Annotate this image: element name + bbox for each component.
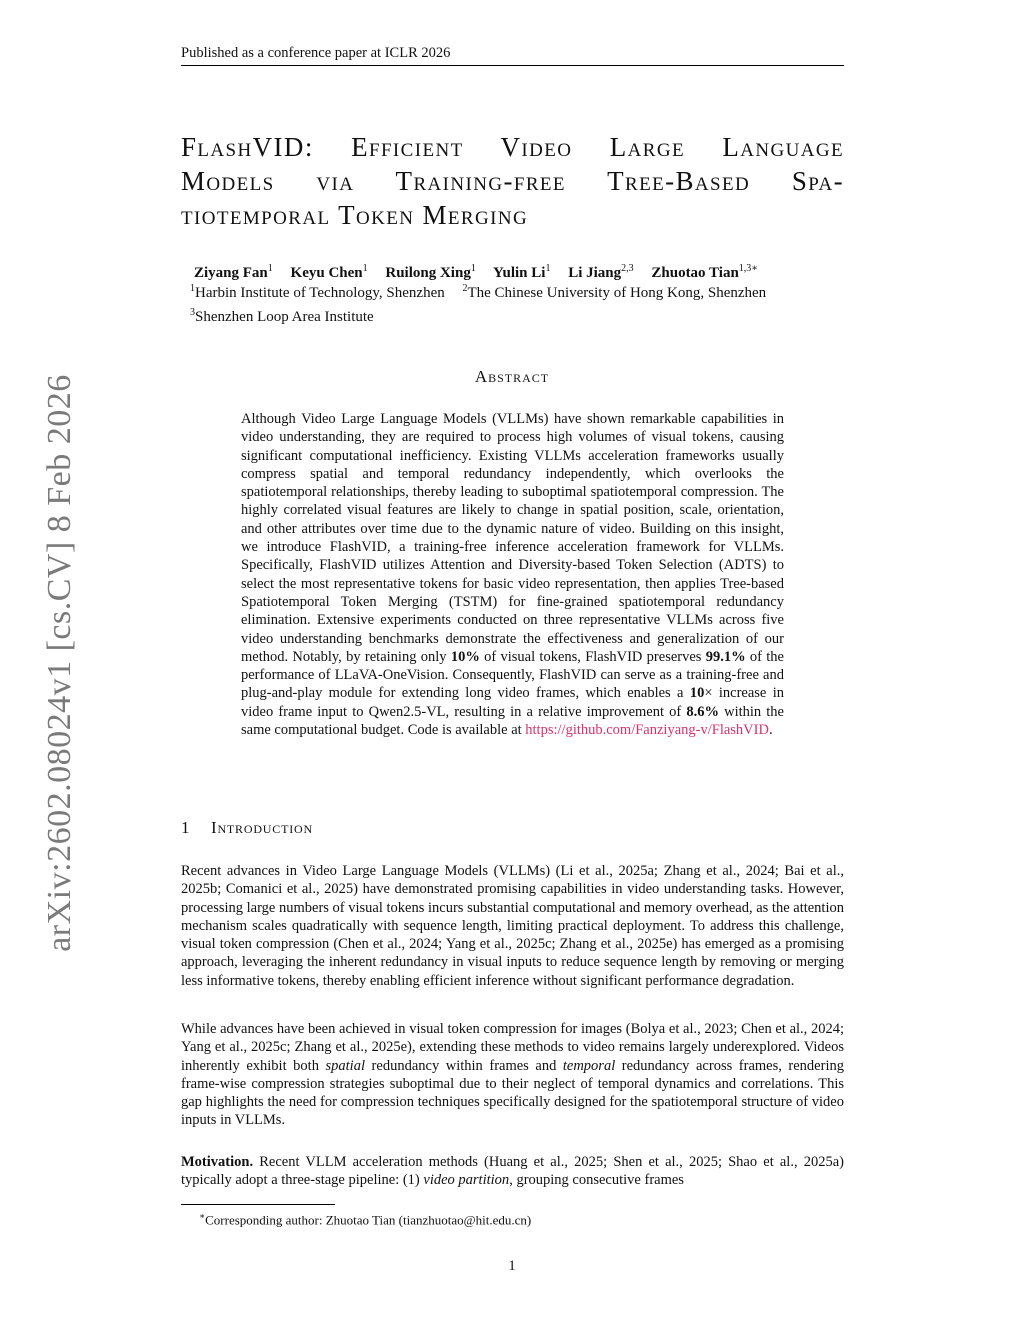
affiliation: $^1$Harbin Institute of Technology, Shenzhen xyxy=(190,283,445,301)
author: Yulin Li$^1$ xyxy=(493,263,551,281)
author: Ruilong Xing$^1$ xyxy=(385,263,476,281)
abstract-body: Although Video Large Language Models (VLLMs) have shown remarkable capabilities in video understanding, they are required to process high volumes of visual tokens, causing significant computational inefficiency. Existing VLLMs acceleration frameworks usually compress spatial and temporal redundancy independently, which overlooks the spatiotemporal relationships, thereby leading to suboptimal spatiotemporal compression. The highly correlated visual features are likely to change in spatial position, scale, orientation, and other attributes over time due to the dynamic nature of video. Building on this insight, we introduce FlashVID, a training-free inference acceleration framework for VLLMs. Specifically, FlashVID utilizes Attention and Diversity-based Token Selection (ADTS) to select the most representative tokens for basic video representation, then applies Tree-based Spatiotemporal Token Merging (TSTM) for fine-grained spatiotemporal redundancy elimination. Extensive experiments conducted on three representative VLLMs across five video understanding benchmarks demonstrate the effectiveness and generalization of our method. Notably, by retaining only 10% of visual tokens, FlashVID preserves 99.1% of the performance of LLaVA-OneVision. Consequently, FlashVID can serve as a training-free and plug-and-play module for extending long video frames, which enables a 10× increase in video frame input to Qwen2.5-VL, resulting in a relative improvement of 8.6% within the same computational budget. Code is available at https://github.com/Fanziyang-v/FlashVID. xyxy=(241,411,784,739)
intro-paragraph-2: While advances have been achieved in visual token compression for images (Bolya et al., 2023; Chen et al., 2024; Yang et al., 2025c; Zhang et al., 2025e), extending these methods to video remains largely underexplored. Videos inherently exhibit both spatial redundancy within frames and temporal redundancy across frames, rendering frame-wise compression strategies suboptimal due to their neglect of temporal dynamics and correlations. This gap highlights the need for compression techniques specifically designed for the spatiotemporal structure of video inputs in VLLMs. xyxy=(181,1021,844,1129)
author: Zhuotao Tian$^{1,3∗}$ xyxy=(651,263,759,281)
footnote-divider xyxy=(181,1204,335,1205)
author: Li Jiang$^{2,3}$ xyxy=(568,263,634,281)
title-line-3: tiotemporal Token Merging xyxy=(181,200,529,230)
code-link[interactable]: https://github.com/Fanziyang-v/FlashVID xyxy=(525,722,769,739)
footnote: ∗Corresponding author: Zhuotao Tian (tianzhuotao@hit.edu.cn) xyxy=(199,1211,532,1228)
author: Ziyang Fan$^1$ xyxy=(194,263,273,281)
title-line-2: Models via Training-free Tree-Based Spa- xyxy=(181,166,844,196)
paper-title xyxy=(181,130,844,232)
affiliation: $^2$The Chinese University of Hong Kong, Shenzhen xyxy=(462,283,767,301)
arxiv-stamp: arXiv:2602.08024v1 [cs.CV] 8 Feb 2026 xyxy=(41,374,78,952)
affiliation: $^3$Shenzhen Loop Area Institute xyxy=(190,307,374,325)
abstract-heading: Abstract xyxy=(474,367,550,386)
page-number: 1 xyxy=(508,1258,516,1274)
title-line-1: FlashVID: Efficient Video Large Language xyxy=(181,132,844,162)
intro-paragraph-1: Recent advances in Video Large Language Models (VLLMs) (Li et al., 2025a; Zhang et al., 2024; Bai et al., 2025b; Comanici et al., 2025) have demonstrated promising capabilities in video understanding tasks. However, processing large numbers of visual tokens incurs substantial computational and memory overhead, as the attention mechanism scales quadratically with sequence length, limiting practical deployment. To address this challenge, visual token compression (Chen et al., 2024; Yang et al., 2025c; Zhang et al., 2025e) has emerged as a promising approach, leveraging the inherent redundancy in visual inputs to reduce sequence length by removing or merging less informative tokens, thereby enabling efficient inference without significant performance degradation. xyxy=(181,863,844,989)
section-heading: 1 Introduction xyxy=(181,818,313,837)
intro-paragraph-3: Motivation. Recent VLLM acceleration methods (Huang et al., 2025; Shen et al., 2025; Shao et al., 2025a) typically adopt a three-stage pipeline: (1) video partition, grouping consecutive frames xyxy=(181,1154,844,1189)
author: Keyu Chen$^1$ xyxy=(290,263,368,281)
affiliations xyxy=(190,279,766,327)
running-header: Published as a conference paper at ICLR 2026 xyxy=(181,44,844,66)
